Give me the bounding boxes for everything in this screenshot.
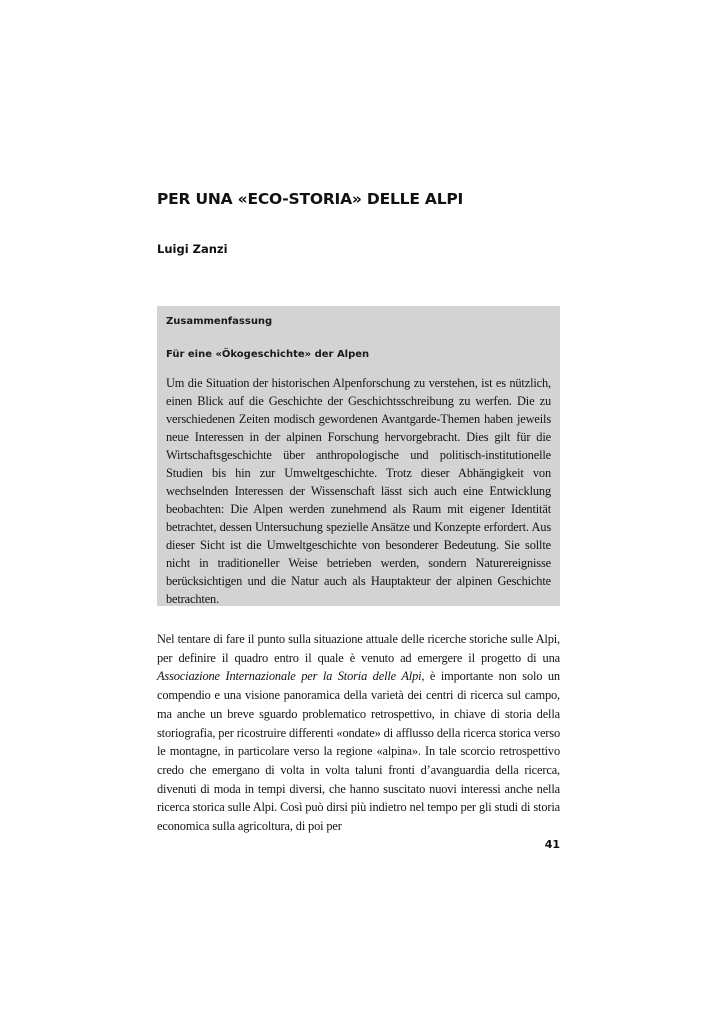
abstract-text: Um die Situation der historischen Alpenforschung zu verstehen, ist es nützlich, einen Blick auf die Geschichte der Geschichtsschreibung zu werfen. Die zu verschiedenen Zeiten modisch gewordenen Avantgarde-Themen haben jeweils neue Interessen in der alpinen Forschung hervorgebracht. Dies gilt für die Wirtschaftsgeschichte über anthropologische und politisch-institutionelle Studien bis hin zur Umweltgeschichte. Trotz dieser Abhängigkeit von wechselnden Interessen der Wissenschaft lässt sich auch eine Entwicklung beobachten: Die Alpen werden zunehmend als Raum mit eigener Identität betrachtet, dessen Untersuchung spezielle Ansätze und Konzepte erfordert. Aus dieser Sicht ist die Umweltgeschichte von besonderer Bedeutung. Sie sollte nicht in traditioneller Weise betrieben werden, sondern Naturereignisse berücksichtigen und die Natur auch als Hauptakteur der alpinen Geschichte betrachten. — [166, 376, 551, 606]
page-number: 41 — [544, 838, 560, 851]
body-text-start: Nel tentare di fare il punto sulla situazione attuale delle ricerche storiche sulle Alpi, per definire il quadro entro il quale è venuto ad emergere il progetto di una — [157, 632, 560, 665]
body-text-continued: , è importante non solo un compendio e una visione panoramica della varietà dei centri di ricerca sul campo, ma anche un breve sguardo problematico retrospettivo, in chiave di storia della storiografia, per ricostruire differenti «ondate» di afflusso della ricerca storica verso le montagne, in particolare verso la regione «alpina». In tale scorcio retrospettivo credo che emergano di volta in volta taluni fronti d’avanguardia della ricerca, divenuti di moda in tempi diversi, che hanno suscitato nuovi interessi anche nella ricerca storica sulle Alpi. Così può dirsi più indietro nel tempo per gli studi di storia economica sulla agricoltura, di poi per — [157, 669, 560, 834]
abstract-box — [157, 306, 560, 606]
body-paragraph — [157, 630, 560, 836]
abstract-heading: Zusammenfassung — [166, 316, 273, 327]
article-title: PER UNA «ECO-STORIA» DELLE ALPI — [157, 190, 464, 208]
abstract-subheading: Für eine «Ökogeschichte» der Alpen — [166, 349, 370, 360]
association-name-italic: Associazione Internazionale per la Storia delle Alpi — [157, 669, 422, 684]
author-name: Luigi Zanzi — [157, 242, 228, 256]
